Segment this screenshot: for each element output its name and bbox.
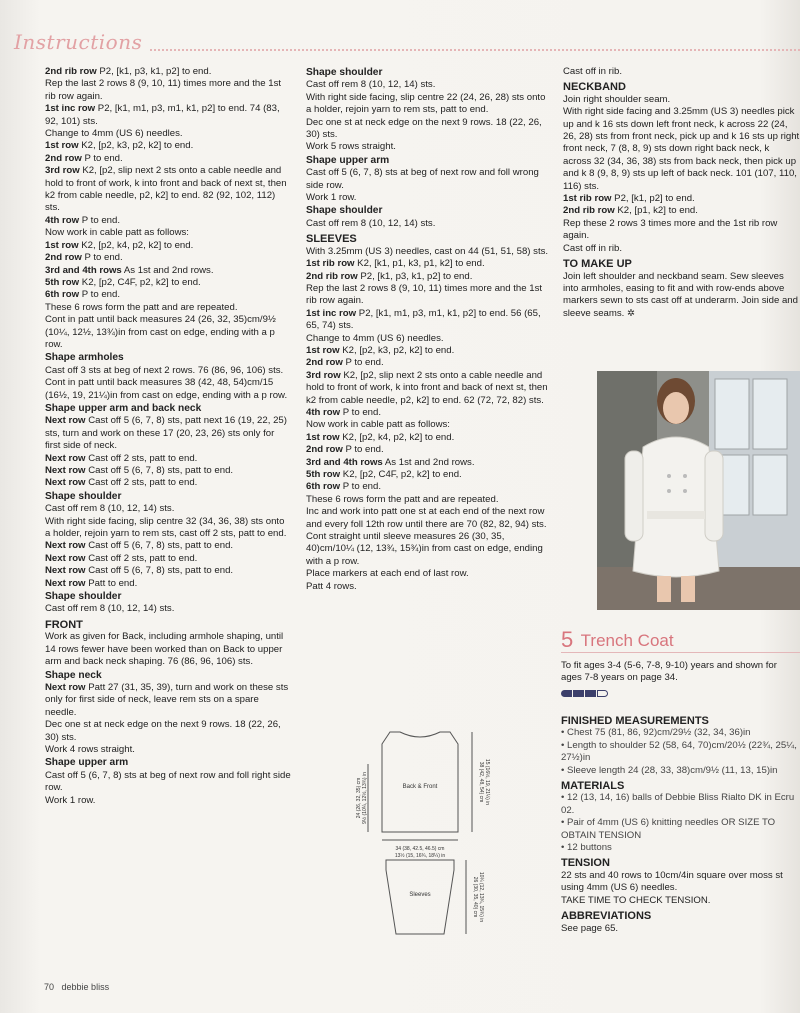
row-label: 5th row	[45, 276, 80, 288]
instruction-paragraph	[45, 477, 292, 489]
row-label: 4th row	[306, 406, 341, 418]
section-heading: Shape shoulder	[306, 67, 383, 78]
instruction-paragraph	[45, 744, 292, 756]
instruction-text: P to end.	[81, 152, 123, 164]
instruction-text: Cast off 2 sts, patt to end.	[85, 477, 198, 489]
instruction-paragraph	[45, 565, 292, 577]
row-label: Next row	[45, 465, 86, 476]
instruction-paragraph	[306, 117, 550, 142]
instruction-paragraph	[306, 419, 550, 431]
spec-item: • 12 (13, 14, 16) balls of Debbie Bliss Rialto DK in Ecru 02.	[561, 792, 795, 816]
instruction-text: Rep the last 2 rows 8 (9, 10, 11) times more and the 1st rib row again.	[306, 282, 543, 307]
section-heading: Shape upper arm and back neck	[45, 402, 202, 414]
instruction-paragraph	[306, 469, 550, 481]
section-heading: TENSION	[561, 857, 610, 870]
instruction-paragraph	[306, 192, 550, 204]
row-label: 1st row	[45, 140, 79, 152]
section-heading: Shape upper arm	[45, 757, 129, 769]
instruction-text: K2, [p2, slip next 2 sts onto a cable needle and hold to front of work, k into front and back of next st, then k2 from cable needle, p2, k2] to end. 62 (72, 72, 82) sts.	[306, 369, 548, 406]
section-heading: FRONT	[45, 618, 83, 631]
row-label: 3rd row	[306, 369, 341, 381]
instruction-text: P2, [k1, p3, k1, p2] to end.	[96, 66, 212, 77]
back-height-left-inches-label: 9½ (10¼, 12½, 13¾) in	[362, 772, 368, 824]
instruction-paragraph	[45, 240, 292, 252]
back-height-right-label: 38 (42, 48, 54) cm	[478, 761, 484, 803]
difficulty-rating	[561, 689, 800, 699]
row-label: 6th row	[45, 289, 80, 301]
instruction-paragraph	[306, 333, 550, 345]
instruction-paragraph	[306, 531, 550, 568]
instruction-paragraph	[45, 365, 292, 377]
instruction-text: Cast off 5 (6, 7, 8) sts, patt next 16 (19, 22, 25) sts, turn and work on these 17 (20, 23, 26) sts only for first side of neck.	[45, 415, 287, 452]
instruction-text: As 1st and 2nd rows.	[121, 264, 214, 276]
instruction-text: Cast off rem 8 (10, 12, 14) sts.	[306, 79, 436, 91]
row-label: Next row	[45, 552, 86, 564]
row-label: 1st rib row	[563, 193, 612, 205]
instruction-text: P2, [k1, p3, k1, p2] to end.	[357, 270, 473, 282]
row-label: 1st inc row	[306, 307, 357, 319]
header-divider	[150, 49, 800, 51]
row-label: 2nd row	[306, 357, 343, 369]
instruction-paragraph	[45, 265, 292, 277]
back-height-left-label: 24 (26, 32, 35) cm	[356, 777, 362, 819]
pattern-intro-block	[561, 660, 800, 699]
row-label: Next row	[45, 681, 86, 693]
instruction-text: P2, [k1, m1, p3, m1, k1, p2] to end. 56 (65, 65, 74) sts.	[306, 307, 541, 332]
instruction-paragraph	[45, 540, 292, 552]
section-heading: ABBREVIATIONS	[561, 910, 652, 923]
instruction-text: See page 65.	[561, 922, 619, 934]
instruction-text: Cast off 5 (6, 7, 8) sts, patt to end.	[85, 540, 234, 552]
spec-item: • Length to shoulder 52 (58, 64, 70)cm/20½ (22¾, 25¼, 27½)in	[561, 739, 797, 764]
sleeve-height-label: 26 (30, 35, 40) cm	[472, 876, 478, 918]
page-header-title: Instructions	[14, 30, 143, 54]
instruction-paragraph	[45, 516, 292, 541]
instruction-paragraph	[306, 258, 550, 270]
instruction-text: Now work in cable patt as follows:	[306, 419, 450, 431]
pattern-name: Trench Coat	[580, 631, 674, 650]
instruction-paragraph	[45, 289, 292, 301]
row-label: 2nd row	[306, 444, 343, 456]
row-label: Next row	[45, 452, 86, 464]
row-label: Next row	[45, 477, 86, 489]
instruction-paragraph	[306, 581, 550, 593]
instruction-text: P to end.	[79, 214, 121, 226]
section-heading: MATERIALS	[561, 780, 625, 793]
instruction-paragraph	[306, 506, 550, 531]
instruction-paragraph	[45, 453, 292, 465]
row-label: 2nd rib row	[563, 205, 615, 217]
instruction-text: Change to 4mm (US 6) needles.	[45, 128, 183, 140]
instruction-paragraph	[45, 215, 292, 227]
back-front-shape	[382, 732, 458, 832]
instruction-paragraph	[306, 457, 550, 469]
instruction-text: Cast off in rib.	[563, 66, 623, 77]
instruction-text: P to end.	[342, 444, 384, 456]
instruction-paragraph	[45, 153, 292, 165]
instruction-text: Rep the last 2 rows 8 (9, 10, 11) times more and the 1st rib row again.	[45, 78, 282, 102]
instruction-text: Cont straight until sleeve measures 26 (30, 35, 40)cm/10¼ (12, 13¾, 15¾)in from cast on edge, ending with a p row.	[306, 531, 543, 567]
instruction-text: K2, [p2, C4F, p2, k2] to end.	[340, 469, 462, 480]
instructions-column-3	[563, 66, 800, 320]
instruction-text: Cast off 5 (6, 7, 8) sts at beg of next row and foll wrong side row.	[306, 167, 539, 191]
instruction-paragraph	[563, 218, 800, 243]
title-divider	[561, 652, 800, 653]
row-label: 3rd row	[45, 165, 80, 177]
instruction-paragraph	[45, 314, 292, 351]
brand-name: debbie bliss	[61, 982, 110, 992]
instruction-text: Change to 4mm (US 6) needles.	[306, 332, 444, 344]
spec-item: • Chest 75 (81, 86, 92)cm/29½ (32, 34, 36)in	[561, 727, 751, 739]
instruction-text: As 1st and 2nd rows.	[382, 456, 475, 468]
section-heading: SLEEVES	[306, 233, 357, 246]
instruction-text: K2, [p2, C4F, p2, k2] to end.	[79, 276, 201, 288]
instruction-text: K2, [p2, k3, p2, k2] to end.	[78, 140, 194, 152]
instruction-paragraph	[306, 345, 550, 357]
row-label: 3rd and 4th rows	[306, 456, 383, 468]
instruction-paragraph	[45, 682, 292, 719]
instruction-paragraph	[561, 923, 800, 935]
instruction-paragraph	[306, 283, 550, 308]
instruction-paragraph	[563, 66, 800, 78]
instruction-text: Cast off 5 (6, 7, 8) sts at beg of next row and foll right side row.	[45, 769, 291, 794]
row-label: 1st row	[306, 344, 340, 356]
instruction-text: K2, [p2, slip next 2 sts onto a cable needle and hold to front of work, k into front and back of next st, then k2 from cable needle, p2, k2] to end. 82 (92, 102, 112) sts.	[45, 165, 287, 214]
row-label: 2nd rib row	[45, 66, 97, 77]
pattern-title	[561, 627, 674, 653]
instruction-text: Cast off 5 (6, 7, 8) sts, patt to end.	[85, 565, 234, 577]
spec-item: • 12 buttons	[561, 842, 612, 854]
instruction-paragraph	[306, 370, 550, 407]
spec-item: • Sleeve length 24 (28, 33, 38)cm/9½ (11, 13, 15)in	[561, 764, 778, 776]
instruction-paragraph	[45, 66, 292, 78]
instruction-text: With right side facing and 3.25mm (US 3) needles pick up and k 16 sts down left front neck, k across 22 (24, 26, 28) sts from front neck, pick up and k 16 sts up right front neck, 7 (8, 8, 9) sts down right back neck, k across 32 (34, 36, 38) sts from back neck, then pick up and k 8 (9, 8, 9) sts up left of back neck. 101 (107, 110, 116) sts.	[563, 106, 800, 192]
instruction-paragraph	[45, 103, 292, 128]
instruction-text: P2, [k1, p2] to end.	[611, 193, 695, 205]
section-heading: NECKBAND	[563, 81, 626, 94]
page-number: 70	[44, 982, 55, 992]
trench-coat-photo	[597, 371, 800, 610]
instruction-text: Cast off 3 sts at beg of next 2 rows. 76 (86, 96, 106) sts.	[45, 364, 284, 376]
instruction-text: With right side facing, slip centre 32 (34, 36, 38) sts onto a holder, rejoin yarn to rem sts, cast off 2 sts, patt to end.	[45, 515, 287, 540]
instruction-text: Place markers at each end of last row.	[306, 568, 469, 580]
row-label: 4th row	[45, 214, 80, 226]
row-label: 6th row	[306, 481, 341, 493]
rating-mark-filled	[585, 690, 596, 697]
instruction-paragraph	[306, 494, 550, 506]
instruction-text: Cont in patt until back measures 38 (42, 48, 54)cm/15 (16½, 19, 21¼)in from cast on edge, ending with a p row.	[45, 377, 288, 401]
instruction-text: TAKE TIME TO CHECK TENSION.	[561, 894, 711, 906]
instruction-paragraph	[45, 795, 292, 807]
instruction-text: Work as given for Back, including armhole shaping, until 14 rows fewer have been worked than on Back to upper arm and back neck shaping. 76 (86, 96, 106) sts.	[45, 631, 284, 668]
page-footer	[44, 982, 109, 992]
back-width-label: 34 (38, 42.5, 46.5) cm	[395, 846, 445, 852]
rating-mark-empty	[597, 690, 608, 697]
instruction-text: Cast off rem 8 (10, 12, 14) sts.	[45, 503, 175, 515]
row-label: 1st inc row	[45, 103, 96, 115]
back-front-label: Back & Front	[402, 784, 438, 790]
instruction-paragraph	[45, 465, 292, 477]
instruction-paragraph	[563, 271, 800, 321]
instruction-paragraph	[306, 246, 550, 258]
row-label: 1st row	[306, 431, 340, 443]
instruction-paragraph	[306, 308, 550, 333]
pattern-details-column	[561, 712, 800, 935]
instruction-text: P2, [k1, m1, p3, m1, k1, p2] to end. 74 (83, 92, 101) sts.	[45, 103, 280, 127]
instruction-text: Patt 27 (31, 35, 39), turn and work on these sts only for first side of neck, leave rem sts on a spare needle.	[45, 681, 289, 718]
instruction-text: Cast off rem 8 (10, 12, 14) sts.	[306, 217, 436, 229]
instruction-text: Dec one st at neck edge on the next 9 rows. 18 (22, 26, 30) sts.	[306, 116, 542, 141]
instruction-text: Work 5 rows straight.	[306, 141, 396, 153]
row-label: 2nd row	[45, 252, 82, 264]
instruction-text: 22 sts and 40 rows to 10cm/4in square over moss st using 4mm (US 6) needles.	[561, 869, 783, 894]
instruction-text: Now work in cable patt as follows:	[45, 227, 189, 239]
instruction-text: K2, [p2, k4, p2, k2] to end.	[78, 239, 194, 251]
instruction-paragraph	[306, 218, 550, 230]
instructions-column-1	[45, 66, 292, 807]
instruction-text: Rep these 2 rows 3 times more and the 1st rib row again.	[563, 217, 778, 242]
spec-item: • Pair of 4mm (US 6) knitting needles OR SIZE TO OBTAIN TENSION	[561, 817, 776, 841]
instructions-column-2	[306, 66, 550, 593]
instruction-text: With right side facing, slip centre 22 (24, 26, 28) sts onto a holder, rejoin yarn to rem sts, patt to end.	[306, 91, 546, 116]
instruction-paragraph	[45, 377, 292, 402]
instruction-paragraph	[45, 302, 292, 314]
row-label: Next row	[45, 577, 86, 589]
instruction-paragraph	[306, 92, 550, 117]
back-height-right-inches-label: 15 (16½, 19, 21¼) in	[484, 758, 490, 806]
instruction-text: Cast off 5 (6, 7, 8) sts, patt to end.	[85, 465, 234, 476]
instruction-text: Dec one st at neck edge on the next 9 rows. 18 (22, 26, 30) sts.	[45, 719, 281, 743]
instruction-paragraph	[561, 895, 800, 907]
instruction-paragraph	[306, 432, 550, 444]
instruction-text: K2, [p2, k4, p2, k2] to end.	[339, 431, 455, 443]
pattern-intro: To fit ages 3-4 (5-6, 7-8, 9-10) years and shown for ages 7-8 years on page 34.	[561, 660, 777, 684]
instruction-text: P to end.	[342, 357, 384, 369]
instruction-paragraph	[45, 252, 292, 264]
instruction-paragraph	[45, 719, 292, 744]
instruction-paragraph	[563, 94, 800, 106]
instruction-text: These 6 rows form the patt and are repeated.	[45, 301, 238, 313]
section-heading: Shape shoulder	[45, 490, 122, 502]
instruction-paragraph	[45, 631, 292, 668]
instruction-paragraph	[306, 481, 550, 493]
instruction-text: P to end.	[79, 289, 121, 301]
instruction-paragraph	[306, 271, 550, 283]
instruction-paragraph	[45, 553, 292, 565]
row-label: Next row	[45, 565, 86, 577]
row-label: Next row	[45, 415, 86, 427]
schematic-diagram	[340, 720, 500, 960]
instruction-paragraph	[45, 277, 292, 289]
instruction-paragraph	[45, 227, 292, 239]
instruction-text: Join right shoulder seam.	[563, 93, 671, 105]
instruction-paragraph	[306, 141, 550, 153]
instruction-text: Cast off 2 sts, patt to end.	[85, 552, 198, 564]
instruction-text: K2, [p1, k2] to end.	[614, 205, 698, 217]
back-width-inches-label: 13½ (15, 16¾, 18¼) in	[394, 853, 446, 859]
instruction-text: Join left shoulder and neckband seam. Sew sleeves into armholes, easing to fit and with row-ends above markers sewn to sts cast off at underarm. Join side and sleeve seams. ✲	[563, 270, 798, 319]
instruction-text: K2, [k1, p1, k3, p1, k2] to end.	[354, 258, 485, 270]
row-label: 5th row	[306, 469, 341, 480]
instruction-paragraph	[45, 78, 292, 103]
instruction-paragraph	[45, 578, 292, 590]
instruction-text: Cast off 2 sts, patt to end.	[85, 452, 198, 464]
pattern-number: 5	[561, 627, 574, 652]
instruction-text: Patt 4 rows.	[306, 580, 357, 592]
section-heading: Shape armholes	[45, 352, 124, 364]
instruction-text: P to end.	[340, 481, 382, 493]
instruction-paragraph	[306, 357, 550, 369]
sleeves-label: Sleeves	[409, 892, 431, 898]
section-heading: Shape upper arm	[306, 154, 390, 166]
instruction-text: P to end.	[81, 252, 123, 264]
rating-mark-filled	[561, 690, 572, 697]
rating-mark-filled	[573, 690, 584, 697]
row-label: 3rd and 4th rows	[45, 264, 122, 276]
row-label: 1st rib row	[306, 258, 355, 270]
sleeve-height-inches-label: 10¼ (12, 13¾, 15¾) in	[478, 871, 484, 923]
section-heading: Shape shoulder	[45, 591, 122, 603]
instruction-paragraph	[45, 140, 292, 152]
instruction-text: Work 1 row.	[45, 794, 96, 806]
instruction-text: Work 1 row.	[306, 192, 357, 204]
instruction-text: Inc and work into patt one st at each end of the next row and every foll 12th row until there are 70 (82, 82, 94) sts.	[306, 506, 547, 530]
instruction-paragraph	[563, 243, 800, 255]
section-heading: Shape neck	[45, 669, 102, 681]
instruction-text: Patt to end.	[85, 577, 138, 589]
instruction-text: P to end.	[340, 406, 382, 418]
instruction-text: With 3.25mm (US 3) needles, cast on 44 (51, 51, 58) sts.	[306, 245, 549, 257]
row-label: Next row	[45, 540, 86, 552]
instruction-text: These 6 rows form the patt and are repeated.	[306, 493, 499, 505]
section-heading: FINISHED MEASUREMENTS	[561, 715, 709, 727]
instruction-paragraph	[563, 205, 800, 217]
instruction-paragraph	[561, 870, 800, 895]
row-label: 2nd rib row	[306, 270, 358, 282]
instruction-paragraph	[563, 193, 800, 205]
instruction-paragraph	[45, 603, 292, 615]
instruction-text: Cont in patt until back measures 24 (26, 32, 35)cm/9½ (10¼, 12½, 13¾)in from cast on edge, ending with a p row.	[45, 314, 276, 350]
instruction-paragraph	[306, 167, 550, 192]
instruction-paragraph	[306, 79, 550, 91]
instruction-paragraph	[45, 503, 292, 515]
instruction-paragraph	[45, 165, 292, 215]
instruction-paragraph	[306, 444, 550, 456]
instruction-paragraph	[45, 770, 292, 795]
instruction-paragraph	[306, 407, 550, 419]
instruction-text: K2, [p2, k3, p2, k2] to end.	[339, 344, 455, 356]
section-heading: TO MAKE UP	[563, 258, 632, 271]
instruction-text: Cast off rem 8 (10, 12, 14) sts.	[45, 603, 175, 615]
instruction-text: Work 4 rows straight.	[45, 743, 135, 755]
instruction-text: Cast off in rib.	[563, 242, 623, 254]
row-label: 1st row	[45, 239, 79, 251]
instruction-paragraph	[563, 106, 800, 193]
instruction-paragraph	[45, 415, 292, 452]
instruction-paragraph	[45, 128, 292, 140]
instruction-paragraph	[306, 568, 550, 580]
row-label: 2nd row	[45, 152, 82, 164]
section-heading: Shape shoulder	[306, 205, 383, 217]
